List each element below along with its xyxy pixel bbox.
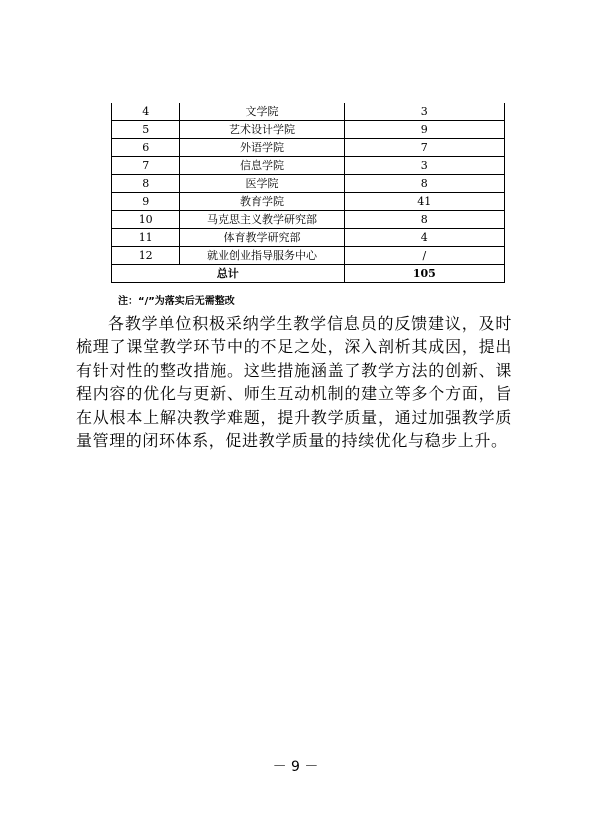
row-index: 12 <box>112 247 180 265</box>
row-unit-name: 信息学院 <box>180 157 344 175</box>
table-row <box>112 103 505 121</box>
row-unit-name: 外语学院 <box>180 139 344 157</box>
row-index: 10 <box>112 211 180 229</box>
row-count: 8 <box>344 175 504 193</box>
table-row <box>112 211 505 229</box>
table-row <box>112 121 505 139</box>
table-row <box>112 229 505 247</box>
row-unit-name: 文学院 <box>180 103 344 121</box>
row-index: 9 <box>112 193 180 211</box>
row-count: 9 <box>344 121 504 139</box>
row-unit-name: 就业创业指导服务中心 <box>180 247 344 265</box>
row-count: 3 <box>344 157 504 175</box>
row-count: 4 <box>344 229 504 247</box>
table-row <box>112 139 505 157</box>
table-note: 注：“/”为落实后无需整改 <box>118 296 235 307</box>
row-count: / <box>344 247 504 265</box>
table-total-row <box>112 265 505 283</box>
body-paragraph: 各教学单位积极采纳学生教学信息员的反馈建议，及时梳理了课堂教学环节中的不足之处，深入剖析其成因，提出有针对性的整改措施。这些措施涵盖了教学方法的创新、课程内容的优化与更新、师生互动机制的建立等多个方面，旨在从根本上解决教学难题，提升教学质量，通过加强教学质量管理的闭环体系，促进教学质量的持续优化与稳步上升。 <box>76 314 512 451</box>
row-count: 8 <box>344 211 504 229</box>
row-unit-name: 医学院 <box>180 175 344 193</box>
row-count: 41 <box>344 193 504 211</box>
feedback-statistics-table <box>111 103 505 283</box>
table-body <box>112 103 505 283</box>
row-index: 6 <box>112 139 180 157</box>
table-row <box>112 247 505 265</box>
row-unit-name: 体育教学研究部 <box>180 229 344 247</box>
table-row <box>112 193 505 211</box>
row-index: 11 <box>112 229 180 247</box>
total-label: 总计 <box>112 265 345 283</box>
table-row <box>112 157 505 175</box>
row-unit-name: 马克思主义教学研究部 <box>180 211 344 229</box>
total-value: 105 <box>344 265 504 283</box>
row-index: 8 <box>112 175 180 193</box>
row-index: 4 <box>112 103 180 121</box>
table-row <box>112 175 505 193</box>
row-index: 7 <box>112 157 180 175</box>
row-unit-name: 艺术设计学院 <box>180 121 344 139</box>
row-unit-name: 教育学院 <box>180 193 344 211</box>
row-count: 7 <box>344 139 504 157</box>
row-index: 5 <box>112 121 180 139</box>
page-number: － 9 － <box>272 759 319 775</box>
row-count: 3 <box>344 103 504 121</box>
